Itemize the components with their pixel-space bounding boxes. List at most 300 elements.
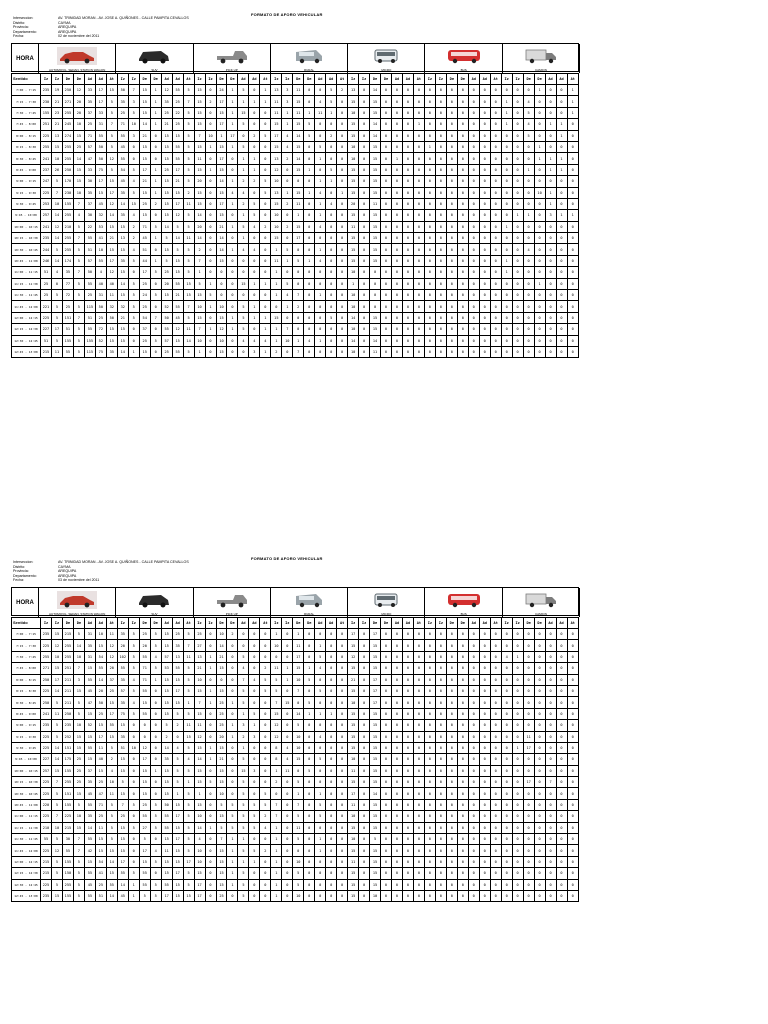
count-cell: 1 — [315, 198, 326, 209]
count-cell: 0 — [326, 731, 337, 742]
count-cell: 17 — [183, 856, 194, 867]
count-cell: 0 — [326, 765, 337, 776]
count-cell: 0 — [501, 130, 512, 141]
count-cell: 0 — [479, 153, 490, 164]
count-cell: 0 — [457, 697, 468, 708]
count-cell: 5 — [227, 799, 238, 810]
time-interval: 7:45 - 8:00 — [12, 663, 41, 674]
count-cell: 0 — [512, 788, 523, 799]
count-cell: 0 — [468, 119, 479, 130]
count-cell: 0 — [457, 742, 468, 753]
count-cell: 0 — [512, 255, 523, 266]
count-cell: 250 — [62, 708, 73, 719]
count-cell: 0 — [260, 233, 271, 244]
count-cell: 0 — [381, 822, 392, 833]
count-cell: 0 — [150, 708, 161, 719]
count-cell: 0 — [479, 822, 490, 833]
metadata-value: CAYMA — [58, 20, 71, 25]
count-cell: 15 — [194, 96, 205, 107]
direction-header: De — [370, 618, 381, 629]
count-cell: 0 — [446, 164, 457, 175]
count-cell: 0 — [446, 312, 457, 323]
count-cell: 0 — [501, 788, 512, 799]
count-cell: 0 — [501, 697, 512, 708]
count-cell: 0 — [534, 845, 545, 856]
count-cell: 27 — [194, 640, 205, 651]
count-cell: 25 — [106, 685, 117, 696]
count-cell: 0 — [468, 233, 479, 244]
time-interval: 10:45 - 11:00 — [12, 799, 41, 810]
count-cell: 0 — [567, 153, 579, 164]
count-cell: 7 — [271, 697, 282, 708]
count-cell: 0 — [512, 141, 523, 152]
count-cell: 0 — [479, 845, 490, 856]
direction-header: Ad — [468, 618, 479, 629]
count-cell: 1 — [238, 834, 249, 845]
direction-header: De — [139, 74, 150, 85]
count-cell: 11 — [271, 107, 282, 118]
count-cell: 5 — [326, 312, 337, 323]
count-cell: 12 — [271, 731, 282, 742]
count-cell: 11 — [183, 198, 194, 209]
count-cell: 17 — [106, 708, 117, 719]
count-cell: 15 — [348, 720, 359, 731]
count-cell: 0 — [249, 233, 260, 244]
direction-header: Ad — [556, 74, 567, 85]
count-cell: 0 — [512, 267, 523, 278]
count-cell: 0 — [424, 879, 435, 890]
count-cell: 10 — [293, 731, 304, 742]
count-cell: 0 — [501, 629, 512, 640]
count-cell: 15 — [73, 788, 84, 799]
count-cell: 53 — [161, 663, 172, 674]
count-cell: 0 — [315, 868, 326, 879]
count-cell: 0 — [556, 731, 567, 742]
direction-header: De — [523, 74, 534, 85]
count-cell: 0 — [326, 267, 337, 278]
count-cell: 0 — [567, 244, 579, 255]
table-row — [12, 890, 579, 901]
count-cell: 15 — [370, 742, 381, 753]
count-cell: 17 — [139, 754, 150, 765]
count-cell: 0 — [304, 244, 315, 255]
direction-header: De — [62, 74, 73, 85]
count-cell: 0 — [337, 629, 348, 640]
count-cell: 0 — [490, 834, 501, 845]
count-cell: 15 — [370, 856, 381, 867]
metadata-value: AREQUIPA — [58, 573, 77, 578]
count-cell: 0 — [402, 811, 413, 822]
count-cell: 0 — [392, 346, 403, 357]
count-cell: 15 — [117, 788, 128, 799]
count-cell: 15 — [106, 335, 117, 346]
count-cell: 155 — [84, 335, 95, 346]
count-cell: 1 — [315, 290, 326, 301]
count-cell: 0 — [205, 845, 216, 856]
count-cell: 5 — [51, 697, 62, 708]
count-cell: 21 — [51, 119, 62, 130]
count-cell: 5 — [183, 267, 194, 278]
count-cell: 0 — [424, 811, 435, 822]
count-cell: 5 — [73, 697, 84, 708]
count-cell: 1 — [315, 176, 326, 187]
count-cell: 3 — [249, 731, 260, 742]
count-cell: 0 — [392, 324, 403, 335]
count-cell: 10 — [293, 674, 304, 685]
count-cell: 0 — [381, 890, 392, 901]
count-cell: 5 — [183, 674, 194, 685]
direction-header: Ad — [172, 618, 183, 629]
count-cell: 0 — [260, 890, 271, 901]
count-cell: 0 — [512, 799, 523, 810]
count-cell: 0 — [567, 130, 579, 141]
count-cell: 15 — [95, 640, 106, 651]
vehicle-type-bus — [426, 44, 503, 73]
count-cell: 0 — [392, 890, 403, 901]
count-cell: 0 — [304, 640, 315, 651]
count-cell: 0 — [545, 244, 556, 255]
count-cell: 5 — [51, 868, 62, 879]
count-cell: 1 — [227, 141, 238, 152]
count-cell: 0 — [534, 663, 545, 674]
count-cell: 0 — [304, 685, 315, 696]
count-cell: 0 — [424, 777, 435, 788]
count-cell: 0 — [337, 879, 348, 890]
count-cell: 10 — [194, 335, 205, 346]
count-cell: 0 — [490, 640, 501, 651]
vehicle-type-pickup — [194, 44, 271, 73]
count-cell: 0 — [359, 629, 370, 640]
direction-header: De — [73, 74, 84, 85]
count-cell: 0 — [381, 301, 392, 312]
count-cell: 0 — [205, 255, 216, 266]
count-cell: 0 — [501, 210, 512, 221]
count-cell: 0 — [424, 210, 435, 221]
time-interval: 12:45 - 13:00 — [12, 890, 41, 901]
count-cell: 15 — [95, 834, 106, 845]
count-cell: 211 — [62, 674, 73, 685]
count-cell: 0 — [381, 153, 392, 164]
count-cell: 1 — [227, 221, 238, 232]
count-cell: 15 — [370, 811, 381, 822]
count-cell: 0 — [402, 312, 413, 323]
count-cell: 0 — [337, 754, 348, 765]
count-cell: 0 — [293, 267, 304, 278]
count-cell: 24 — [216, 85, 227, 96]
count-cell: 1 — [501, 96, 512, 107]
count-cell: 5 — [238, 85, 249, 96]
count-cell: 0 — [413, 834, 424, 845]
count-cell: 25 — [139, 198, 150, 209]
direction-header: Iz — [271, 74, 282, 85]
count-cell: 15 — [106, 868, 117, 879]
count-cell: 0 — [413, 799, 424, 810]
count-cell: 227 — [41, 754, 52, 765]
count-cell: 0 — [435, 164, 446, 175]
count-cell: 0 — [128, 811, 139, 822]
time-interval: 10:45 - 11:00 — [12, 255, 41, 266]
count-cell: 0 — [282, 822, 293, 833]
direction-header: At — [183, 618, 194, 629]
count-cell: 0 — [392, 221, 403, 232]
time-interval: 10:00 - 10:15 — [12, 221, 41, 232]
count-cell: 25 — [161, 164, 172, 175]
count-cell: 14 — [51, 233, 62, 244]
count-cell: 0 — [282, 312, 293, 323]
count-cell: 5 — [523, 107, 534, 118]
count-cell: 37 — [84, 198, 95, 209]
count-cell: 0 — [534, 119, 545, 130]
count-cell: 20 — [194, 221, 205, 232]
count-cell: 0 — [435, 697, 446, 708]
count-cell: 55 — [161, 324, 172, 335]
count-cell: 0 — [556, 754, 567, 765]
count-cell: 15 — [183, 731, 194, 742]
count-cell: 10 — [216, 335, 227, 346]
direction-header: At — [413, 74, 424, 85]
count-cell: 0 — [326, 663, 337, 674]
count-cell: 257 — [41, 210, 52, 221]
count-cell: 5 — [238, 141, 249, 152]
count-cell: 14 — [117, 879, 128, 890]
count-cell: 15 — [194, 868, 205, 879]
count-cell: 0 — [315, 777, 326, 788]
count-cell: 0 — [424, 301, 435, 312]
count-cell: 0 — [413, 346, 424, 357]
count-cell: 5 — [238, 119, 249, 130]
count-cell: 0 — [468, 788, 479, 799]
count-cell: 0 — [479, 890, 490, 901]
count-cell: 1 — [501, 107, 512, 118]
time-interval: 8:00 - 8:15 — [12, 674, 41, 685]
count-cell: 0 — [523, 290, 534, 301]
count-cell: 0 — [304, 198, 315, 209]
count-cell: 7 — [194, 697, 205, 708]
count-cell: 5 — [51, 731, 62, 742]
count-cell: 15 — [282, 697, 293, 708]
direction-header: De — [150, 618, 161, 629]
count-cell: 0 — [359, 777, 370, 788]
count-cell: 1 — [282, 107, 293, 118]
count-cell: 4 — [501, 651, 512, 662]
count-cell: 5 — [51, 856, 62, 867]
count-cell: 0 — [337, 890, 348, 901]
count-cell: 0 — [446, 210, 457, 221]
count-cell: 1 — [128, 879, 139, 890]
count-cell: 0 — [402, 822, 413, 833]
count-cell: 0 — [556, 290, 567, 301]
count-cell: 0 — [556, 255, 567, 266]
count-cell: 0 — [490, 221, 501, 232]
count-cell: 8 — [271, 754, 282, 765]
count-cell: 7 — [183, 96, 194, 107]
count-cell: 0 — [205, 720, 216, 731]
count-cell: 14 — [139, 119, 150, 130]
count-cell: 7 — [194, 324, 205, 335]
count-cell: 4 — [260, 335, 271, 346]
count-cell: 20 — [161, 278, 172, 289]
count-cell: 235 — [41, 890, 52, 901]
count-cell: 11 — [282, 765, 293, 776]
pickup-icon — [215, 591, 249, 613]
count-cell: 20 — [216, 731, 227, 742]
count-cell: 15 — [106, 845, 117, 856]
count-cell: 0 — [337, 96, 348, 107]
count-cell: 5 — [249, 708, 260, 719]
count-cell: 0 — [282, 164, 293, 175]
count-cell: 0 — [337, 868, 348, 879]
count-cell: 15 — [348, 130, 359, 141]
count-cell: 0 — [468, 198, 479, 209]
count-cell: 5 — [293, 811, 304, 822]
count-cell: 0 — [446, 267, 457, 278]
count-cell: 1 — [567, 85, 579, 96]
count-cell: 55 — [117, 153, 128, 164]
count-cell: 0 — [424, 278, 435, 289]
direction-header: Iz — [128, 618, 139, 629]
count-cell: 0 — [359, 697, 370, 708]
count-cell: 0 — [446, 176, 457, 187]
vehicle-type-truck — [503, 588, 580, 617]
count-cell: 15 — [161, 697, 172, 708]
direction-header: Iz — [271, 618, 282, 629]
count-cell: 0 — [326, 879, 337, 890]
count-cell: 15 — [139, 788, 150, 799]
count-cell: 0 — [227, 164, 238, 175]
count-cell: 5 — [238, 312, 249, 323]
count-cell: 3 — [545, 210, 556, 221]
count-cell: 15 — [139, 210, 150, 221]
direction-header: Iz — [117, 74, 128, 85]
count-cell: 55 — [84, 674, 95, 685]
count-cell: 33 — [84, 85, 95, 96]
count-cell: 5 — [238, 301, 249, 312]
count-cell: 14 — [172, 233, 183, 244]
count-cell: 0 — [512, 107, 523, 118]
count-cell: 0 — [490, 663, 501, 674]
count-cell: 0 — [337, 255, 348, 266]
count-cell: 0 — [490, 822, 501, 833]
count-cell: 0 — [479, 765, 490, 776]
count-cell: 5 — [172, 765, 183, 776]
count-cell: 7 — [271, 799, 282, 810]
count-cell: 0 — [304, 890, 315, 901]
count-cell: 4 — [523, 119, 534, 130]
count-cell: 5 — [51, 879, 62, 890]
count-cell: 0 — [556, 233, 567, 244]
count-cell: 0 — [435, 221, 446, 232]
count-cell: 7 — [216, 834, 227, 845]
count-cell: 0 — [534, 267, 545, 278]
count-cell: 40 — [106, 278, 117, 289]
count-cell: 0 — [271, 788, 282, 799]
count-cell: 0 — [337, 731, 348, 742]
count-cell: 0 — [260, 731, 271, 742]
count-cell: 0 — [490, 868, 501, 879]
count-cell: 0 — [326, 346, 337, 357]
count-cell: 1 — [194, 346, 205, 357]
count-cell: 0 — [479, 198, 490, 209]
count-cell: 0 — [523, 811, 534, 822]
count-cell: 0 — [326, 210, 337, 221]
count-cell: 15 — [95, 845, 106, 856]
count-cell: 0 — [315, 674, 326, 685]
count-cell: 0 — [501, 685, 512, 696]
vehicle-type-suv — [116, 588, 193, 617]
count-cell: 0 — [523, 754, 534, 765]
count-cell: 0 — [392, 130, 403, 141]
count-cell: 0 — [282, 834, 293, 845]
count-cell: 0 — [468, 765, 479, 776]
count-cell: 4 — [315, 663, 326, 674]
count-cell: 5 — [51, 290, 62, 301]
count-cell: 2 — [150, 198, 161, 209]
count-cell: 21 — [194, 663, 205, 674]
count-cell: 255 — [62, 244, 73, 255]
count-cell: 0 — [545, 788, 556, 799]
count-cell: 0 — [446, 685, 457, 696]
count-cell: 15 — [194, 685, 205, 696]
count-cell: 0 — [227, 153, 238, 164]
count-cell: 0 — [523, 221, 534, 232]
count-cell: 0 — [304, 811, 315, 822]
count-cell: 10 — [293, 856, 304, 867]
count-cell: 14 — [84, 822, 95, 833]
count-cell: 0 — [512, 176, 523, 187]
count-cell: 0 — [457, 640, 468, 651]
count-cell: 1 — [315, 210, 326, 221]
count-cell: 5 — [128, 822, 139, 833]
count-cell: 4 — [150, 845, 161, 856]
count-cell: 0 — [424, 868, 435, 879]
count-cell: 15 — [194, 290, 205, 301]
count-cell: 0 — [501, 278, 512, 289]
count-cell: 0 — [523, 651, 534, 662]
count-cell: 0 — [381, 312, 392, 323]
count-cell: 31 — [84, 651, 95, 662]
count-cell: 15 — [216, 141, 227, 152]
count-cell: 4 — [304, 335, 315, 346]
count-cell: 227 — [41, 324, 52, 335]
count-cell: 0 — [567, 754, 579, 765]
direction-header: De — [304, 74, 315, 85]
count-cell: 15 — [172, 255, 183, 266]
count-cell: 0 — [337, 799, 348, 810]
count-cell: 25 — [62, 301, 73, 312]
count-cell: 0 — [468, 244, 479, 255]
count-cell: 0 — [446, 85, 457, 96]
count-cell: 0 — [523, 799, 534, 810]
count-cell: 55 — [161, 879, 172, 890]
count-cell: 257 — [41, 765, 52, 776]
count-cell: 0 — [567, 720, 579, 731]
count-cell: 155 — [62, 335, 73, 346]
count-cell: 0 — [523, 187, 534, 198]
count-cell: 17 — [194, 890, 205, 901]
count-cell: 31 — [95, 290, 106, 301]
count-cell: 0 — [468, 697, 479, 708]
count-cell: 0 — [490, 96, 501, 107]
count-cell: 2 — [260, 221, 271, 232]
count-cell: 5 — [73, 890, 84, 901]
count-cell: 10 — [348, 153, 359, 164]
count-cell: 1 — [205, 164, 216, 175]
count-cell: 1 — [304, 708, 315, 719]
count-cell: 0 — [337, 198, 348, 209]
count-cell: 0 — [534, 198, 545, 209]
count-cell: 15 — [117, 720, 128, 731]
count-cell: 12 — [271, 720, 282, 731]
